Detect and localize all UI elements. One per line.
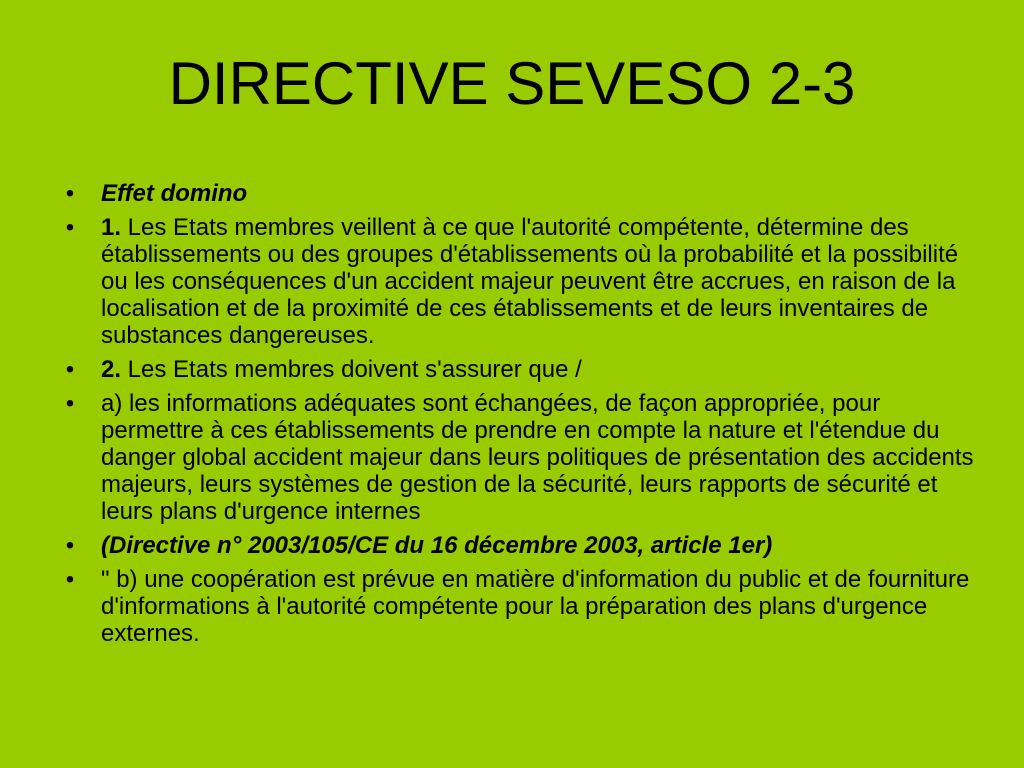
list-item-directive-reference xyxy=(60,532,980,559)
list-item-paragraph-2 xyxy=(60,356,980,383)
list-item-paragraph-1 xyxy=(60,214,980,349)
item-text: a) les informations adéquates sont échangées, de façon appropriée, pour permettre à ces établissements de prendre en compte la nature et l'étendue du danger global accident majeur dans leurs politiques de présentation des accidents majeurs, leurs systèmes de gestion de la sécurité, leurs rapports de sécurité et leurs plans d'urgence internes xyxy=(101,390,974,525)
bullet-icon: • xyxy=(65,356,75,383)
list-item-point-b xyxy=(60,566,980,647)
item-text: Effet domino xyxy=(101,180,248,207)
item-text: Les Etats membres veillent à ce que l'autorité compétente, détermine des établissements ou des groupes d'établissements où la probabilité et la possibilité ou les conséquences d'un accident majeur peuvent être accrues, en raison de la localisation et de la proximité de ces établissements et de leurs inventaires de substances dangereuses. xyxy=(101,214,959,349)
item-text: " b) une coopération est prévue en matière d'information du public et de fourniture d'informations à l'autorité compétente pour la préparation des plans d'urgence externes. xyxy=(101,566,970,647)
slide-title: DIRECTIVE SEVESO 2-3 xyxy=(168,50,856,117)
item-text: (Directive n° 2003/105/CE du 16 décembre 2003, article 1er) xyxy=(101,532,773,559)
list-item-effet-domino xyxy=(60,180,980,207)
list-item-point-a xyxy=(60,390,980,525)
item-number: 2. xyxy=(101,356,122,383)
bullet-icon: • xyxy=(65,532,75,559)
bullet-icon: • xyxy=(65,180,75,207)
item-text: Les Etats membres doivent s'assurer que / xyxy=(121,356,582,383)
bullet-icon: • xyxy=(65,566,75,593)
bullet-icon: • xyxy=(65,390,75,417)
item-number: 1. xyxy=(101,214,122,241)
bullet-icon: • xyxy=(65,214,75,241)
bullet-list xyxy=(60,180,980,654)
